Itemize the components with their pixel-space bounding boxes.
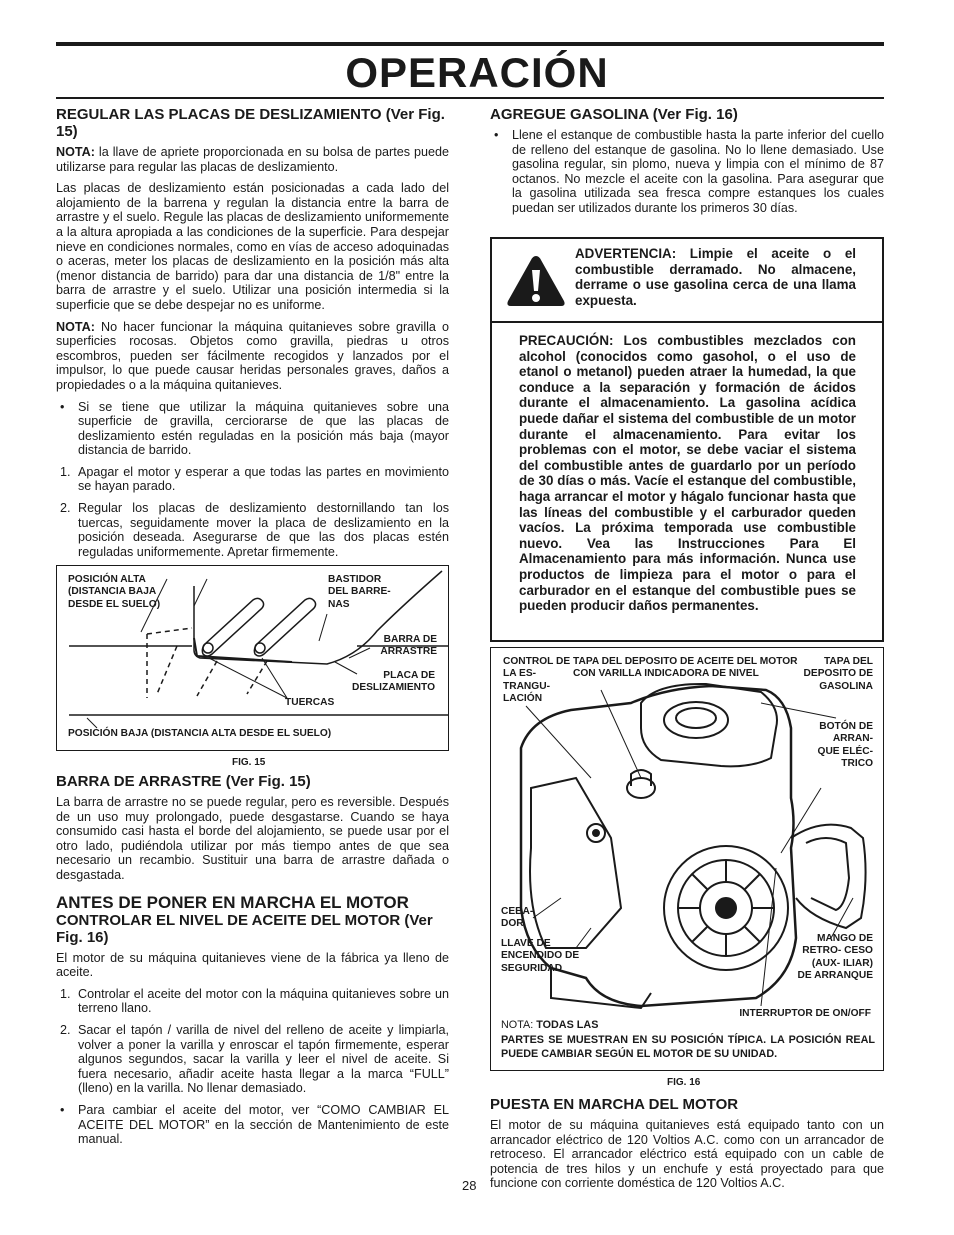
- list-item-text: Sacar el tapón / varilla de nivel del relleno de aceite y limpiarla, volver a poner la varilla y enroscar el tapón firmemente, esperar algunos segundos, sacar la varilla y leer el nivel de aceite. Si fuera necesario, añadir aceite hasta llegar a la marca “FULL” (lleno) en la varilla. No llenar demasiado.: [78, 1022, 449, 1096]
- figure-15-caption: FIG. 15: [232, 757, 266, 768]
- note-wrench: [56, 145, 449, 174]
- list-item: [56, 987, 449, 1016]
- list-item: [490, 128, 884, 216]
- left-column-bottom: [56, 773, 449, 1154]
- list-item-text: Controlar el aceite del motor con la máquina quitanieves sobre un terreno llano.: [78, 986, 449, 1016]
- label-oil-cap: TAPA DEL DEPOSITO DE ACEITE DEL MOTOR CON VARILLA INDICADORA DE NIVEL: [573, 656, 798, 680]
- left-column-top: [56, 106, 449, 566]
- label-choke-control: CONTROL DE LA ES- TRANGU- LACIÓN: [503, 656, 571, 705]
- note-text: No hacer funcionar la máquina quitanieves sobre gravilla o superficies rocosas. Objetos como gravilla, piedras u otros escombros, pueden ser fácilmente recogidos y lanzados por el impulsor, lo que puede causar heridas personales graves, daños a propiedades o a la máquina quitanieves.: [56, 319, 449, 392]
- section-title-skid-plates: REGULAR LAS PLACAS DE DESLIZAMIENTO (Ver Fig. 15): [56, 106, 445, 140]
- label-fuel-cap: TAPA DEL DEPOSITO DE GASOLINA: [803, 656, 873, 692]
- top-rule: [56, 42, 884, 46]
- note-label: NOTA:: [56, 145, 95, 159]
- note-text: TODAS LAS: [536, 1019, 599, 1031]
- right-column-top: [490, 106, 884, 223]
- note-gravel: [56, 320, 449, 393]
- right-column-bottom: [490, 1096, 884, 1198]
- label-safety-key: LLAVE DE ENCENDIDO DE SEGURIDAD: [501, 938, 580, 974]
- section-title-drag-bar: BARRA DE ARRASTRE (Ver Fig. 15): [56, 773, 311, 790]
- skid-plates-paragraph: Las placas de deslizamiento están posicionadas a cada lado del alojamiento de la barrena y regulan la distancia entre la barra de arrastre y el suelo. Regule las placas de deslizamiento uniformemente a la altura apropiada a las condiciones de la superficie. Para despejar nieve en condiciones normales, como en vías de acceso adoquinadas o aceras, meter los placas de deslizamiento en la posición más alta (menor distancia de barrido) para dar una distancia de 1/8" entre la barra de arrastre y el suelo. Utilizar una posición intermedia si la superficie que se debe despejar no es uniforme.: [56, 181, 449, 312]
- list-item-text: Apagar el motor y esperar a que todas las partes en movimiento se hayan parado.: [78, 464, 449, 494]
- note-label: NOTA:: [56, 319, 95, 334]
- label-high-position: POSICIÓN ALTA (DISTANCIA BAJA DESDE EL SUELO): [68, 574, 161, 610]
- list-item-text: Regular los placas de deslizamiento destornillando tan los tuercas, seguidamente mover la placa de deslizamiento en la posición deseada. Asegurarse de que las dos placas estén reguladas uniformemente. Apretar firmemente.: [78, 501, 449, 559]
- page-title: OPERACIÓN: [345, 49, 609, 96]
- list-item: [56, 501, 449, 559]
- list-item-text: Para cambiar el aceite del motor, ver “COMO CAMBIAR EL ACEITE DEL MOTOR” en la sección de Mantenimiento de este manual.: [78, 1102, 449, 1147]
- note-label: NOTA:: [501, 1019, 537, 1031]
- oil-paragraph: El motor de su máquina quitanieves viene de la fábrica ya lleno de aceite.: [56, 950, 449, 980]
- step-number: 2.: [60, 1022, 71, 1037]
- list-item: [56, 465, 449, 494]
- list-item-text: Llene el estanque de combustible hasta la parte inferior del cuello de relleno del estanque de gasolina. No lo llene demasiado. Use gasolina regular, sin plomo, nueva y limpia con el mínimo de 87 octanos. No mezcle el aceite con la gasolina. Para asegurar que la gasolina utilizada sea fresca compre estanques los cuales puedan ser utilizados durante los primeros 30 días.: [512, 128, 884, 215]
- figure-16-caption: FIG. 16: [667, 1077, 701, 1088]
- label-low-position: POSICIÓN BAJA (DISTANCIA ALTA DESDE EL SUELO): [68, 728, 332, 739]
- note-text: PARTES SE MUESTRAN EN SU POSICIÓN TÍPICA. LA POSICIÓN REAL PUEDE CAMBIAR SEGÚN EL MOTOR DE SU UNIDAD.: [501, 1033, 875, 1061]
- label-drag-bar: BARRA DE ARRASTRE: [380, 634, 437, 658]
- bullet-mark: •: [60, 1102, 65, 1117]
- page-number: 28: [462, 1178, 477, 1193]
- list-item: [56, 400, 449, 458]
- list-item: [56, 1103, 449, 1147]
- figure-16-note: [501, 1018, 875, 1062]
- bullet-mark: •: [494, 128, 499, 142]
- label-primer: CEBA- DOR: [501, 906, 534, 930]
- step-number: 1.: [60, 986, 71, 1001]
- label-on-off-switch: INTERRUPTOR DE ON/OFF: [739, 1008, 871, 1019]
- note-text: la llave de apriete proporcionada en su bolsa de partes puede utilizarse para regular las placas de deslizamiento.: [56, 145, 449, 174]
- warning-divider: [492, 321, 882, 323]
- step-number: 2.: [60, 501, 71, 516]
- title-rule: [56, 97, 884, 99]
- caution-text: PRECAUCIÓN: Los combustibles mezclados con alcohol (conocidos como gasohol, o el uso de etanol o metanol) pueden atraer la humedad, la que conduce a la separación y formación de ácidos durante el almacenamiento. La gasolina acídica puede dañar el sistema del combustible de un motor durante el almacenamiento. Para evitar los problemas con el motor, se debe vaciar el sistema del combustible antes de guardarlo por un período de 30 días o más. Vacíe el estanque del combustible, haga arrancar el motor y hágalo funcionar hasta que las líneas del combustible y el carburador queden vacíos. La próxima temporada use combustible nuevo. Vea las Instrucciones Para El Almacenamiento para más información. Nunca use productos de limpieza para el motor o para el carburador en el estanque del combustible pues se pueden producir daños permanentes.: [519, 333, 856, 614]
- label-recoil-handle: MANGO DE RETRO- CESO (AUX- ILIAR) DE ARRANQUE: [797, 933, 873, 982]
- figure-15-frame: [56, 565, 449, 751]
- section-title-add-fuel: AGREGUE GASOLINA (Ver Fig. 16): [490, 106, 738, 123]
- section-title-starting-engine: PUESTA EN MARCHA DEL MOTOR: [490, 1096, 739, 1113]
- list-item: [56, 1023, 449, 1096]
- engine-illustration: [491, 648, 883, 1070]
- label-electric-start-button: BOTÓN DE ARRAN- QUE ELÉC- TRICO: [817, 721, 873, 770]
- label-nuts: TUERCAS: [285, 697, 335, 708]
- figure-16-frame: [490, 647, 884, 1071]
- label-auger-frame: BASTIDOR DEL BARRE- NAS: [328, 574, 391, 610]
- drag-bar-paragraph: La barra de arrastre no se puede regular, pero es reversible. Después de un uso muy prolongado, puede desgastarse. Cuando se haya consumido casi hasta el borde del alojamiento, se puede usar por el otro lado, pudiéndola utilizar por más tiempo antes de que sea necesario un recambio. Sustituir una barra de arrastre dañada o desgastada.: [56, 795, 449, 882]
- warning-text: ADVERTENCIA: Limpie el aceite o el combustible derramado. No almacene, derrame o use gasolina cerca de una llama expuesta.: [575, 246, 856, 308]
- section-title-before-start: ANTES DE PONER EN MARCHA EL MOTOR: [56, 892, 409, 912]
- bullet-mark: •: [60, 399, 65, 414]
- warning-triangle-icon: [505, 253, 567, 309]
- subsection-title-oil-level: CONTROLAR EL NIVEL DE ACEITE DEL MOTOR (Ver Fig. 16): [56, 911, 433, 946]
- step-number: 1.: [60, 464, 71, 479]
- list-item-text: Si se tiene que utilizar la máquina quitanieves sobre una superficie de gravilla, cerciorarse de que las placas de deslizamiento estén reguladas en la posición más baja (mayor distancia de barrido.: [78, 399, 449, 458]
- starting-engine-paragraph: El motor de su máquina quitanieves está equipado tanto con un arrancador eléctrico de 120 Voltios A.C. como con un arrancador de retroceso. El arrancador eléctrico está equipado con un cable de potencia de tres hilos y un enchufe y está proyectado para que funcione con corriente doméstica de 120 Voltios A.C.: [490, 1118, 884, 1191]
- label-skid-plate: PLACA DE DESLIZAMIENTO: [351, 670, 435, 694]
